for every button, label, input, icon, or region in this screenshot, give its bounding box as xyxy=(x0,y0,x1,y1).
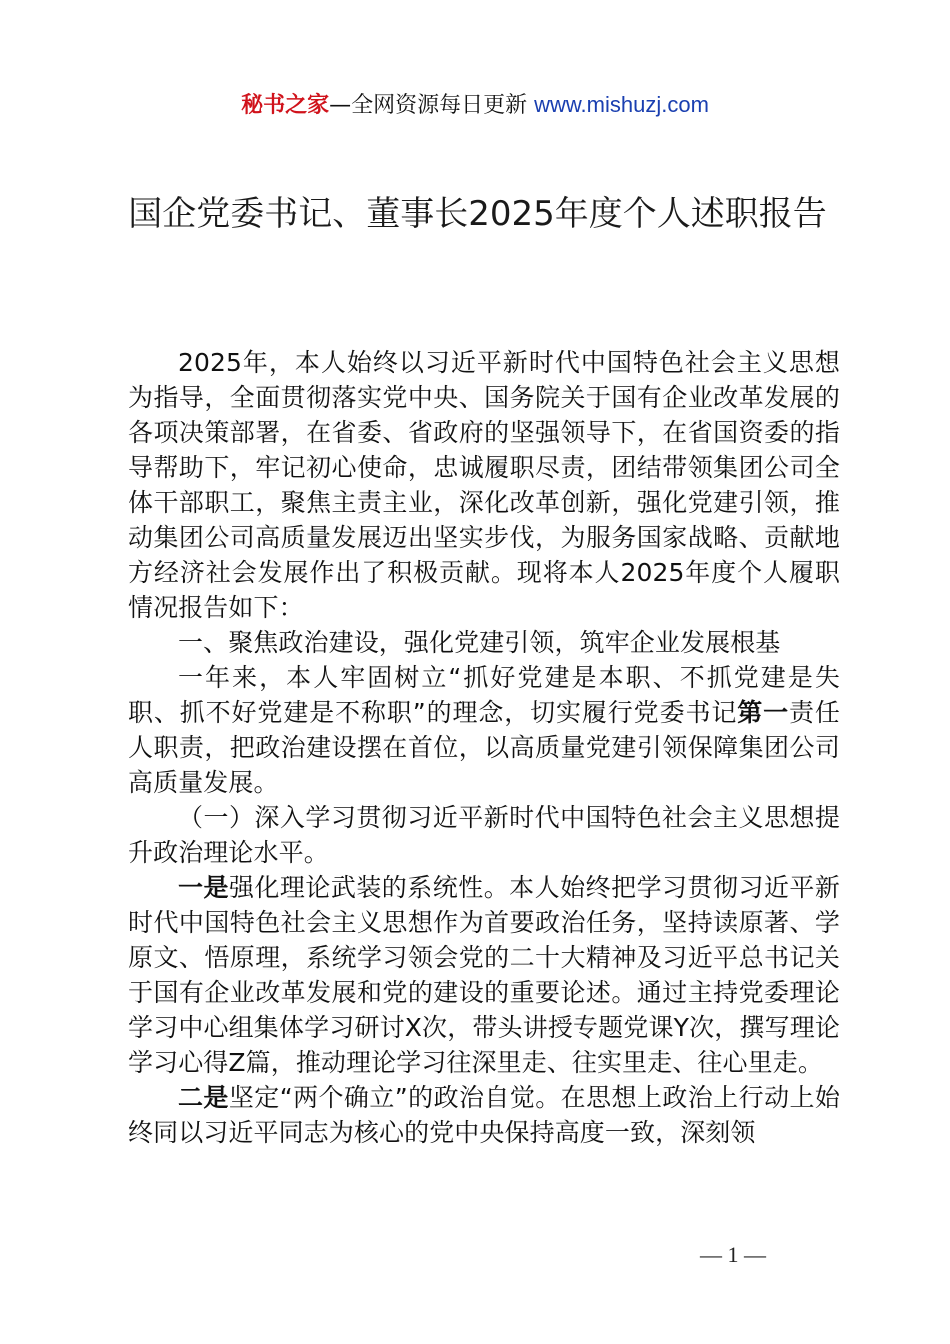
section-1-text-b: 责任人职责，把政治建设摆在首位，以高质量党建引领保障集团公司高质量发展。 xyxy=(128,698,841,797)
banner-slogan: —全网资源每日更新 xyxy=(329,93,535,118)
document-body xyxy=(128,345,840,1150)
site-url[interactable]: www.mishuzj.com xyxy=(534,92,709,117)
point-1-paragraph xyxy=(128,870,840,1080)
point-1-lead: 一是 xyxy=(178,873,229,902)
page-number: — 1 — xyxy=(700,1242,766,1267)
section-1-paragraph xyxy=(128,660,840,800)
point-2-lead: 二是 xyxy=(178,1083,229,1112)
brand-name: 秘书之家 xyxy=(241,93,330,118)
point-2-text: 坚定“两个确立”的政治自觉。在思想上政治上行动上始终同以习近平同志为核心的党中央保持高度一致，深刻领 xyxy=(128,1083,841,1147)
document-title: 国企党委书记、董事长2025年度个人述职报告 xyxy=(128,194,827,234)
section-1-text-a: 一年来，本人牢固树立“抓好党建是本职、不抓党建是失职、抓不好党建是不称职”的理念，切实履行党委书记 xyxy=(128,663,840,727)
section-heading-1: 一、聚焦政治建设，强化党建引领，筑牢企业发展根基 xyxy=(178,628,781,657)
point-1-text: 强化理论武装的系统性。本人始终把学习贯彻习近平新时代中国特色社会主义思想作为首要政治任务，坚持读原著、学原文、悟原理，系统学习领会党的二十大精神及习近平总书记关于国有企业改革发展和党的建设的重要论述。通过主持党委理论学习中心组集体学习研讨X次，带头讲授专题党课Y次，撰写理论学习心得Z篇，推动理论学习往深里走、往实里走、往心里走。 xyxy=(128,873,840,1077)
subsection-heading-1: （一）深入学习贯彻习近平新时代中国特色社会主义思想提升政治理论水平。 xyxy=(128,803,840,867)
site-banner xyxy=(0,88,950,123)
point-2-paragraph xyxy=(128,1080,840,1150)
section-1-bold: 第一 xyxy=(737,698,790,727)
intro-paragraph: 2025年，本人始终以习近平新时代中国特色社会主义思想为指导，全面贯彻落实党中央、国务院关于国有企业改革发展的各项决策部署，在省委、省政府的坚强领导下，在省国资委的指导帮助下，牢记初心使命，忠诚履职尽责，团结带领集团公司全体干部职工，聚焦主责主业，深化改革创新，强化党建引领，推动集团公司高质量发展迈出坚实步伐，为服务国家战略、贡献地方经济社会发展作出了积极贡献。现将本人2025年度个人履职情况报告如下： xyxy=(128,348,840,622)
